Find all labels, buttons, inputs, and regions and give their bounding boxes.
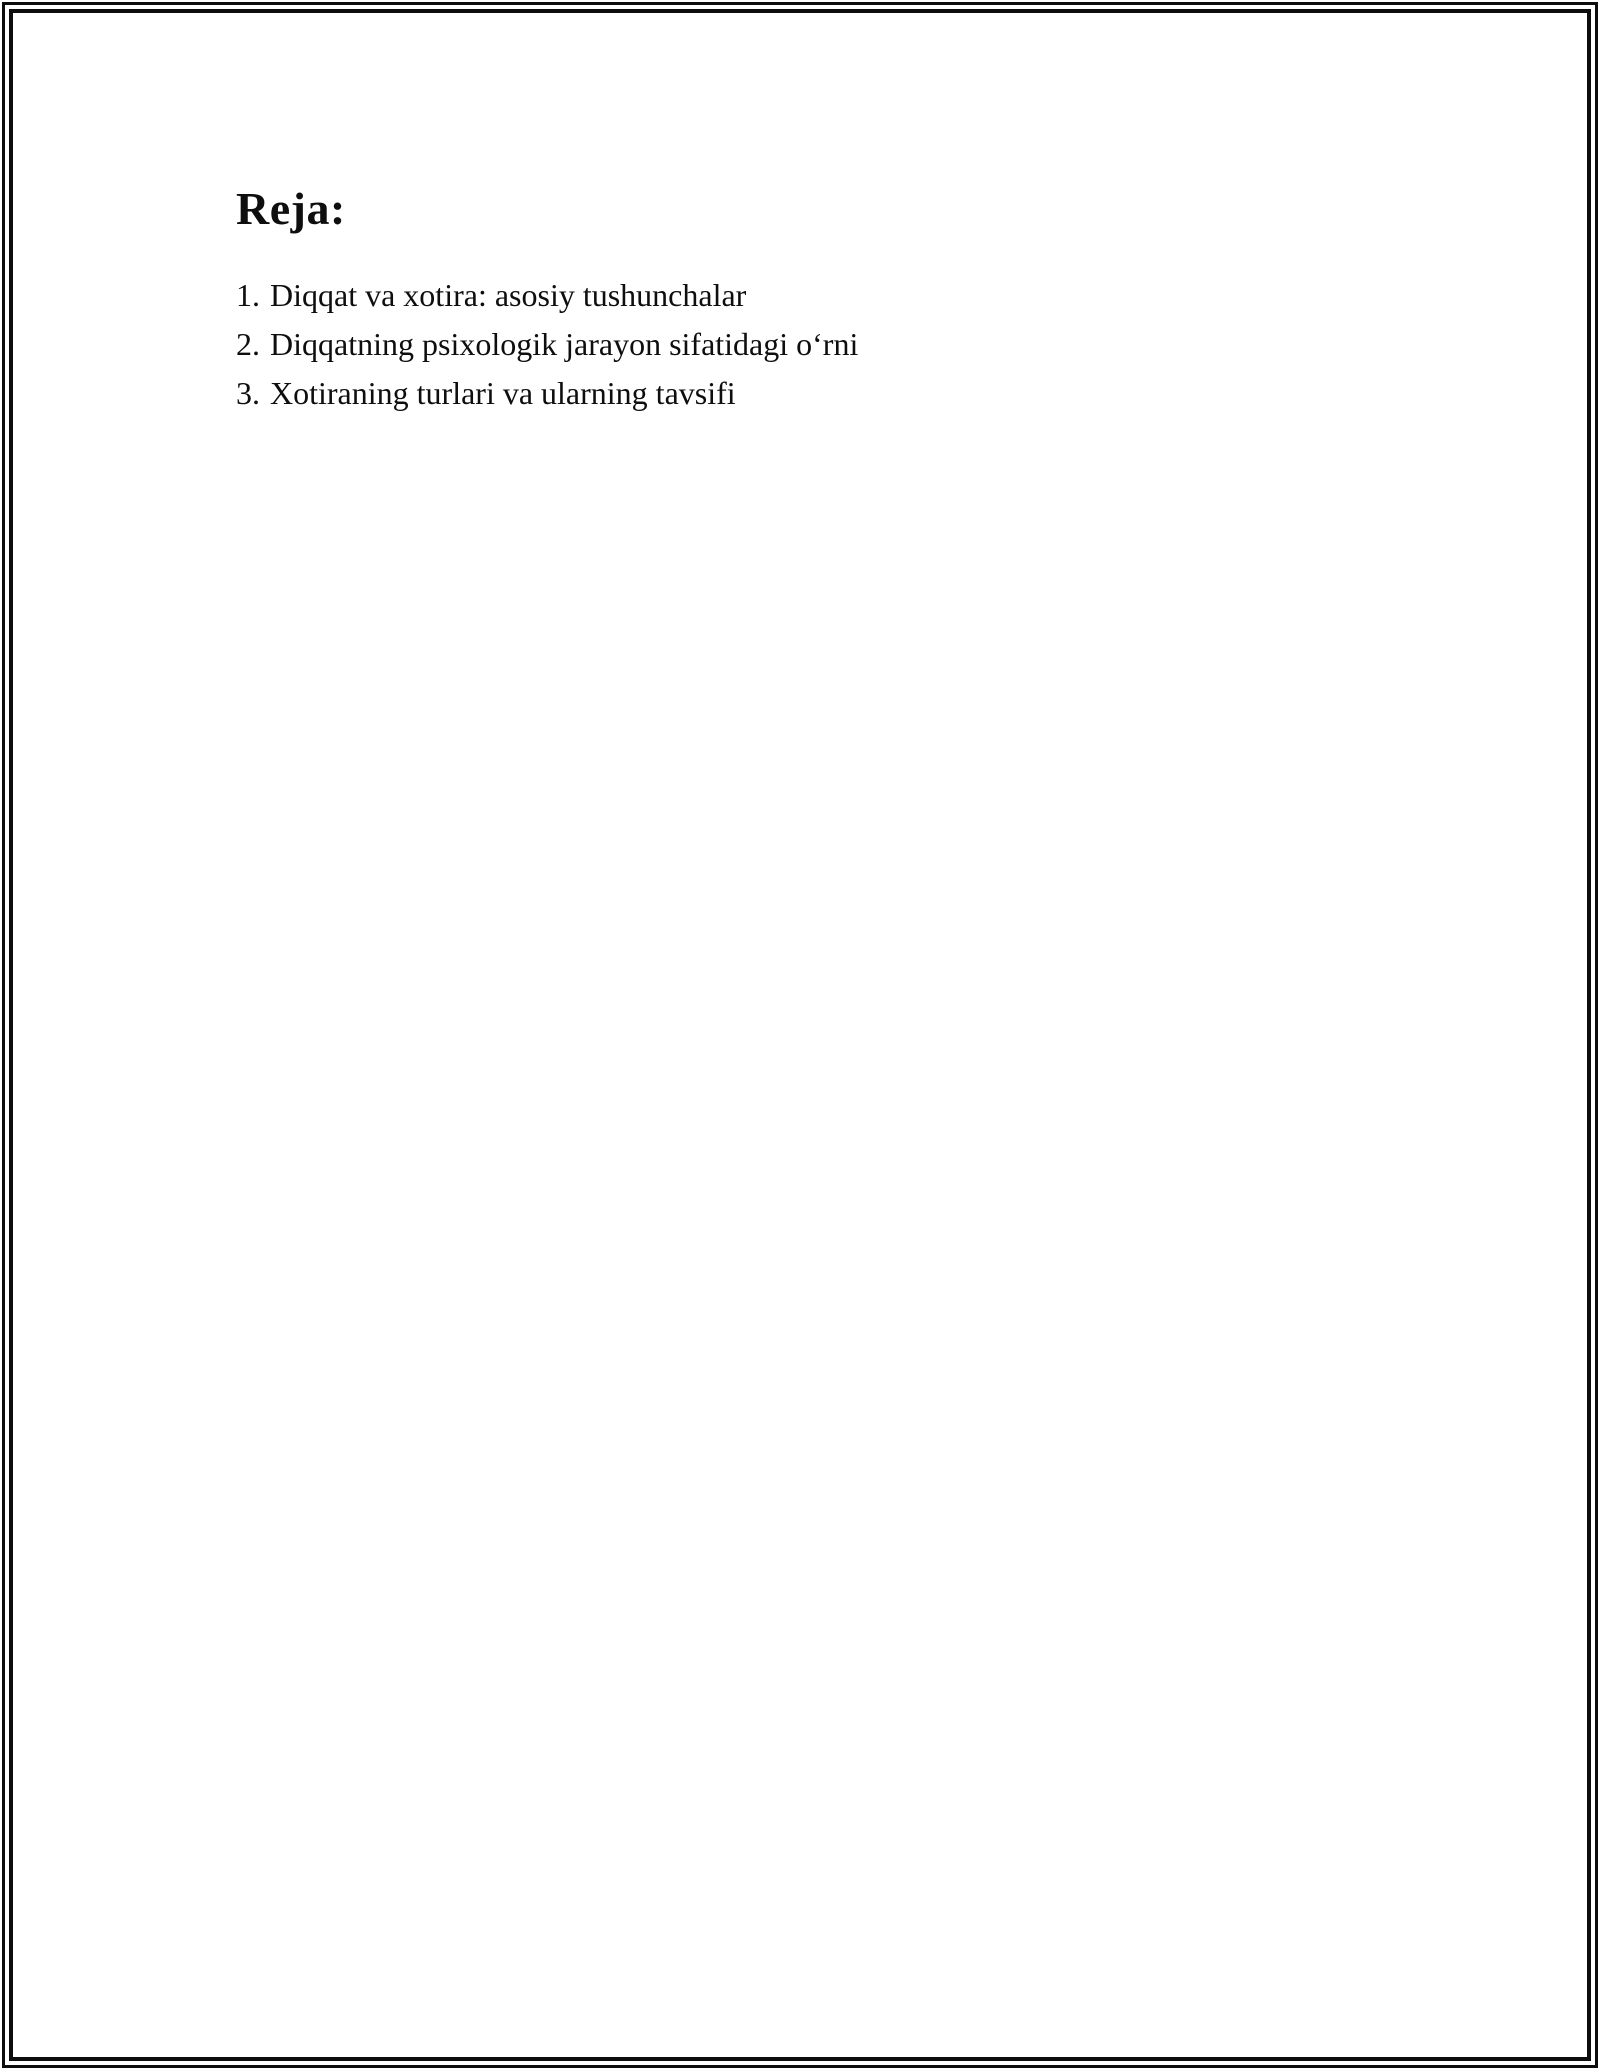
plan-list (236, 271, 858, 418)
list-item-number: 3. (236, 375, 260, 411)
list-item-text: Xotiraning turlari va ularning tavsifi (270, 375, 736, 411)
list-item (236, 320, 858, 369)
list-item-text: Diqqat va xotira: asosiy tushunchalar (270, 277, 747, 313)
list-item-number: 2. (236, 326, 260, 362)
list-item (236, 271, 858, 320)
page-title: Reja: (236, 183, 346, 234)
list-item (236, 369, 858, 418)
list-item-text: Diqqatning psixologik jarayon sifatidagi o‘rni (270, 326, 859, 362)
list-item-number: 1. (236, 277, 260, 313)
